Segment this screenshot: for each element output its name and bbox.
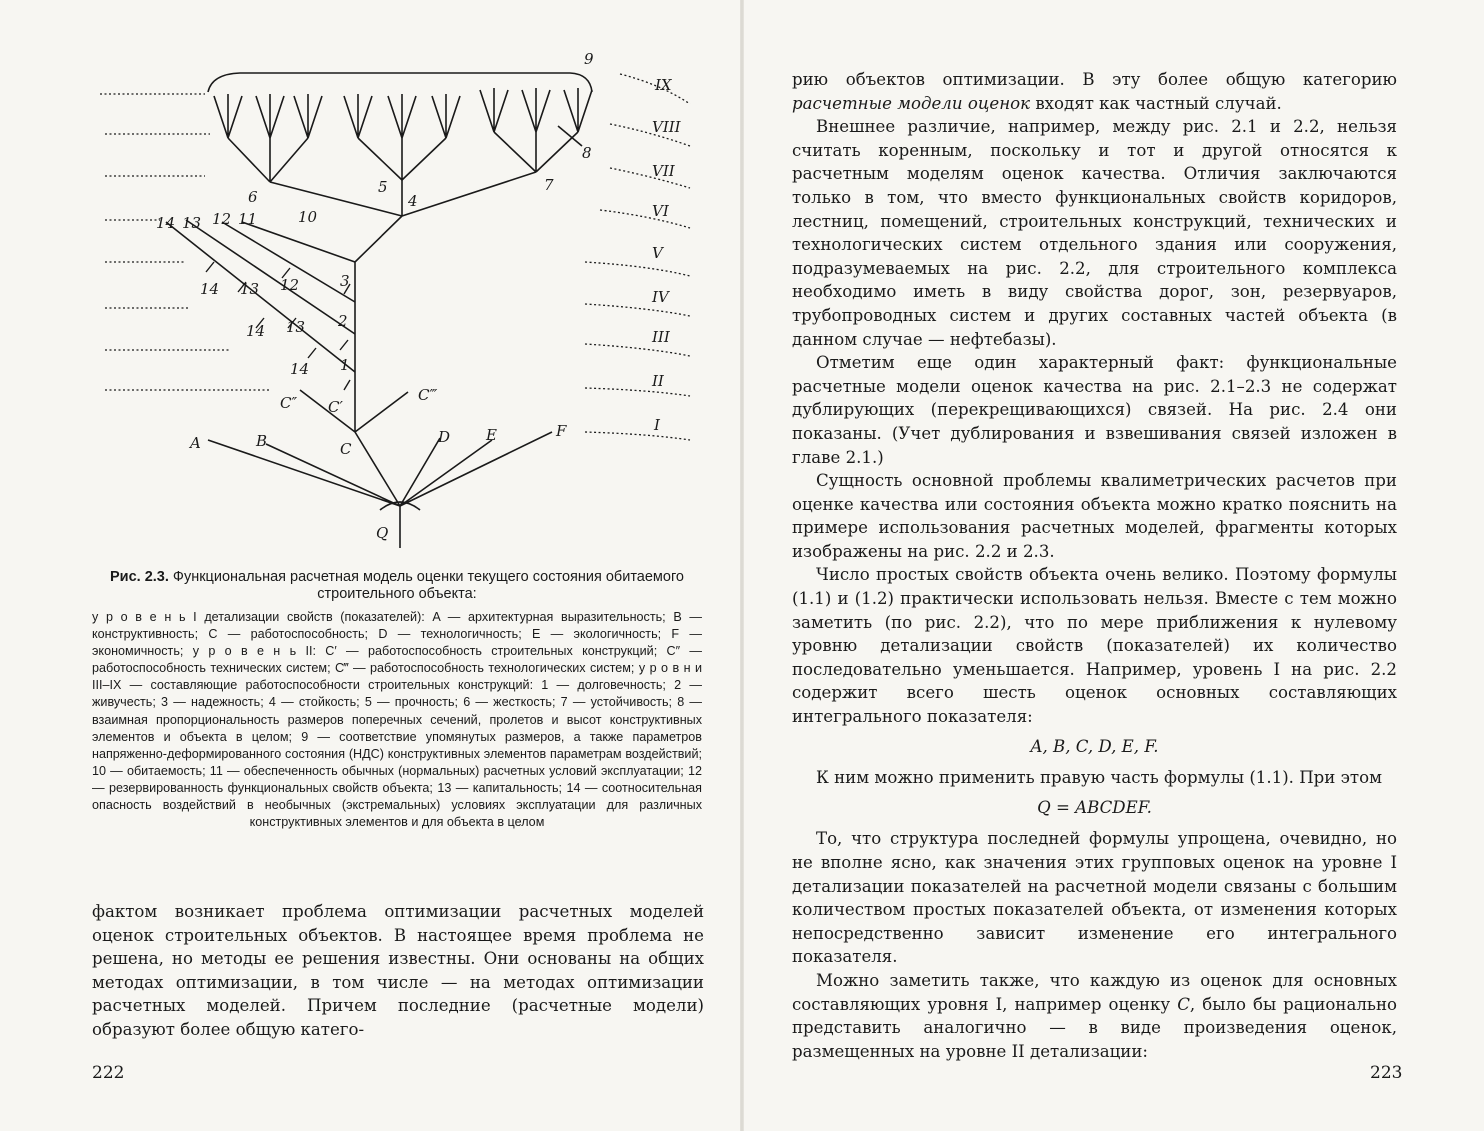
node-label-14: 14 (290, 360, 310, 378)
node-label-10: 10 (298, 208, 318, 226)
level-label: IX (655, 76, 672, 94)
node-label-d: D (438, 428, 451, 446)
node-label-6: 6 (248, 188, 258, 206)
text-run: входят как частный случай. (1030, 93, 1282, 113)
level-label: IV (652, 288, 669, 306)
node-label-q: Q (376, 524, 389, 542)
level-label: V (652, 244, 663, 262)
node-label-f: F (556, 422, 567, 440)
figure-legend: у р о в е н ь I детализации свойств (показателей): A — архитектурная выразительность; B — конструктивность; C — работоспособность; D — технологичность; E — экологичность; F — экономичность; у р о в е н ь II: C′ — работоспособность строительных конструкций; C″ — работоспособность технических систем; C‴ — работоспособность технологических систем; у р о в н и III–IX — составляющие работоспособности строительных конструкций: 1 — долговечность; 2 — живучесть; 3 — надежность; 4 — стойкость; 5 — прочность; 6 — жесткость; 7 — устойчивость; 8 — взаимная пропорциональность размеров поперечных сечений, пролетов и высот конструктивных элементов и объекта в целом; 9 — соответствие упомянутых размеров, а также параметров напряженно-деформированного состояния (НДС) конструктивных элементов параметрам воздействий; 10 — обитаемость; 11 — обеспеченность обычных (нормальных) расчетных условий эксплуатации; 12 — резервированность функциональных свойств объекта; 13 — капитальность; 14 — соотносительная опасность воздействий в необычных (экстремальных) условиях эксплуатации для различных конструктивных элементов и для объекта в целом (92, 610, 702, 830)
node-label-c2: C″ (280, 394, 298, 412)
node-label-b: B (256, 432, 268, 450)
node-label-c: C (340, 440, 352, 458)
level-label: VII (652, 162, 675, 180)
figure-caption-label: Рис. 2.3. (109, 569, 169, 585)
node-label-13: 13 (286, 318, 306, 336)
node-label-e: E (486, 426, 497, 444)
paragraph: фактом возникает проблема оптимизации расчетных моделей оценок строительных объектов. В настоящее время проблема не решена, но методы ее решения известны. Они основаны на общих методах оптимизации, в том числе — на методах оптимизации расчетных моделей. Причем последние (расчетные модели) образуют более общую катего- (92, 902, 704, 1039)
italic-term: расчетные модели оценок (792, 93, 1031, 113)
node-label-3: 3 (340, 272, 350, 290)
text-run: рию объектов оптимизации. В эту более общую категорию (792, 70, 1397, 89)
node-label-a: A (190, 434, 201, 452)
node-label-14: 14 (246, 322, 266, 340)
text-run: Можно заметить также, что каждую из оценок для основных составляющих уровня I, например оценку (792, 970, 1397, 1014)
paragraph (792, 68, 1397, 115)
node-label-4: 4 (408, 192, 418, 210)
paragraph: К ним можно применить правую часть формулы (1.1). При этом (816, 768, 1383, 788)
node-label-14: 14 (156, 214, 176, 232)
level-label: III (652, 328, 670, 346)
node-label-2: 2 (338, 312, 348, 330)
node-label-13: 13 (182, 214, 202, 232)
paragraph: То, что структура последней формулы упрощена, очевидно, но не вполне ясно, как значения этих групповых оценок на уровне I детализации показателей на расчетной модели связаны с большим количеством простых показателей объекта, от изменения которых непосредственно зависит изменение его интегрального показателя. (792, 829, 1397, 967)
formula: Q = ABCDEF. (1037, 797, 1152, 817)
right-body-text (792, 68, 1397, 1063)
paragraph: Число простых свойств объекта очень велико. Поэтому формулы (1.1) и (1.2) практически использовать нельзя. Вместе с тем можно заметить (по рис. 2.2), что по мере приближения к нулевому уровню детализации свойств (показателей) их количество последовательно уменьшается. Например, уровень I на рис. 2.2 содержит всего шесть оценок основных составляющих интегрального показателя: (792, 565, 1397, 727)
formula: A, B, C, D, E, F. (1030, 736, 1159, 756)
node-label-1: 1 (340, 356, 350, 374)
node-label-8: 8 (582, 144, 592, 162)
paragraph: Внешнее различие, например, между рис. 2.1 и 2.2, нельзя считать коренным, поскольку и тот и другой относятся к расчетным моделям оценок качества. Отличия заключаются только в том, что вместо функциональных свойств коридоров, лестниц, помещений, строительных конструкций, технических и технологических систем отдельного здания или сооружения, подразумеваемых на рис. 2.2, для строительного комплекса необходимо иметь в виду свойства дорог, зон, резервуаров, трубопроводных систем и других составных частей объекта (в данном случае — нефтебазы). (792, 117, 1397, 349)
node-label-7: 7 (544, 176, 554, 194)
level-label: VI (652, 202, 669, 220)
level-label: I (654, 416, 660, 434)
page-number: 222 (92, 1063, 125, 1083)
node-label-11: 11 (238, 210, 258, 228)
node-label-9: 9 (584, 50, 594, 68)
node-label-14: 14 (200, 280, 220, 298)
page-number: 223 (1370, 1063, 1403, 1083)
node-label-13: 13 (240, 280, 260, 298)
italic-term: C (1177, 994, 1190, 1014)
level-label: II (652, 372, 664, 390)
level-label: VIII (652, 118, 681, 136)
paragraph (792, 969, 1397, 1063)
node-label-c3: C‴ (418, 386, 438, 404)
paragraph: Сущность основной проблемы квалиметрических расчетов при оценке качества или состояния объекта можно кратко пояснить на примере использования расчетных моделей, фрагменты которых изображены на рис. 2.2 и 2.3. (792, 471, 1397, 561)
node-label-12: 12 (280, 276, 300, 294)
text-run: , было бы рационально представить аналогично — в виде произведения оценок, размещенных на уровне II детализации: (792, 994, 1397, 1061)
node-label-5: 5 (378, 178, 388, 196)
figure-caption-text: Функциональная расчетная модель оценки текущего состояния обитаемого строительного объекта: (172, 569, 684, 602)
paragraph: Отметим еще один характерный факт: функциональные расчетные модели оценок качества на рис. 2.1–2.3 не содержат дублирующих (перекрещивающихся) связей. На рис. 2.4 они показаны. (Учет дублирования и взвешивания связей изложен в главе 2.1.) (792, 353, 1397, 467)
node-label-c1: C′ (328, 398, 343, 416)
node-label-12: 12 (212, 210, 232, 228)
